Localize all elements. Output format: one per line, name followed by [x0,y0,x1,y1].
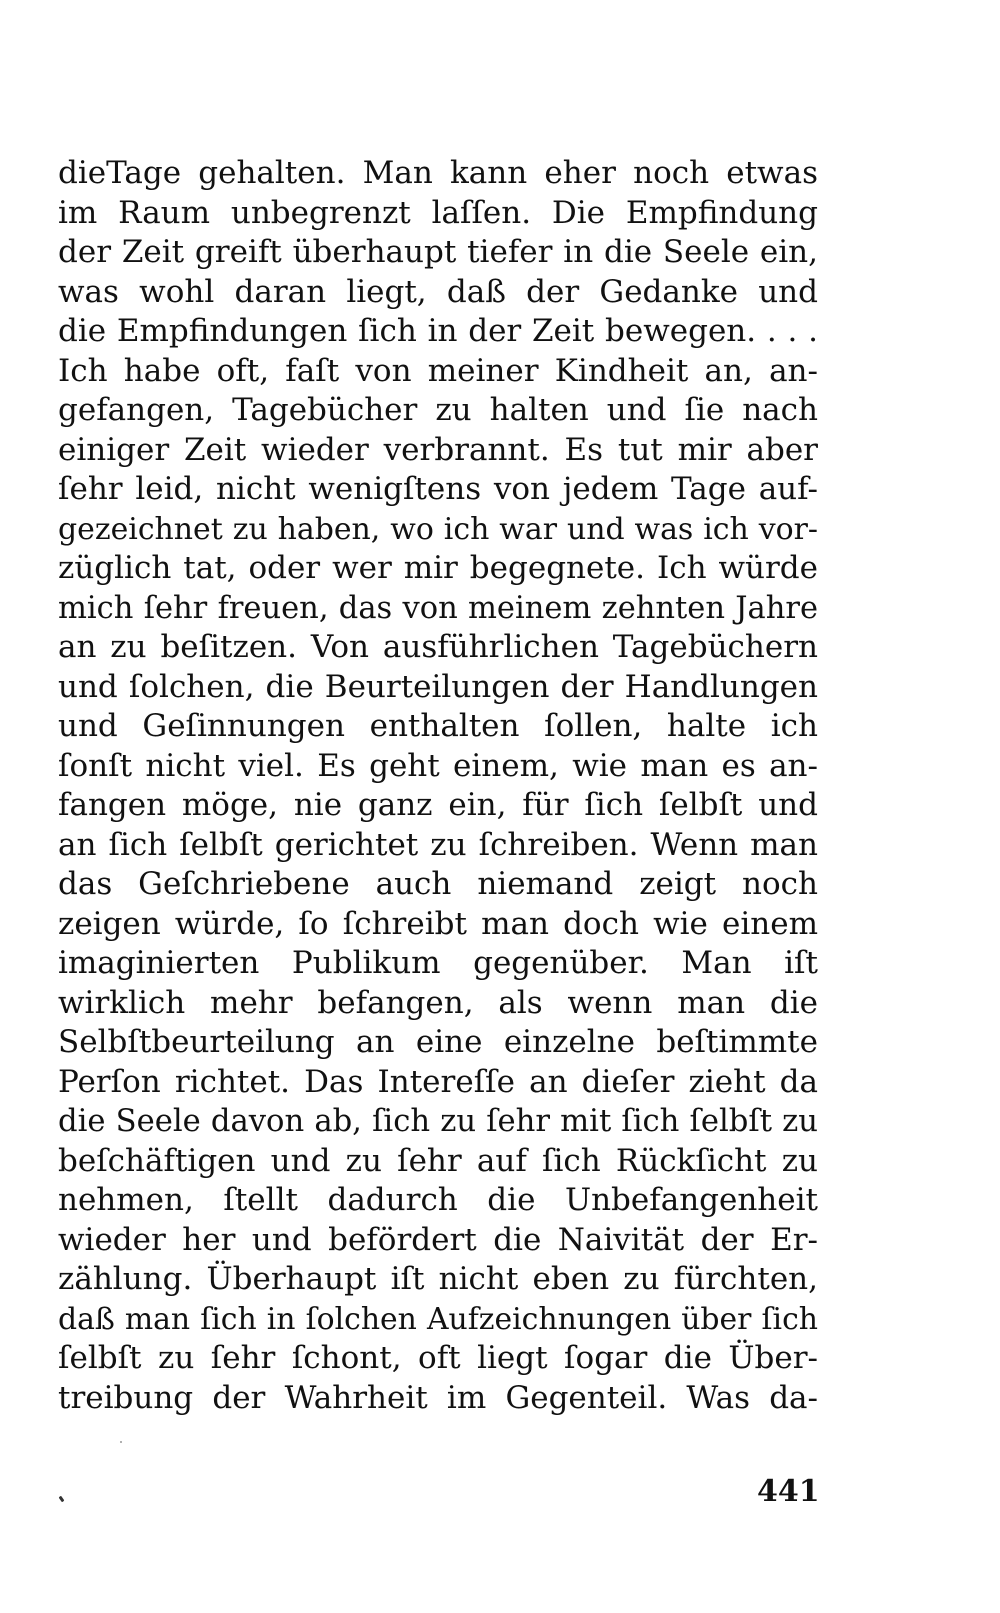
text-line-9: ſehr leid, nicht wenigſtens von jedem Tage auf- [58,471,818,507]
text-line-29: zählung. Überhaupt iſt nicht eben zu fürchten, [58,1261,818,1297]
text-line-4: was wohl daran liegt, daß der Gedanke und [58,273,818,310]
text-line-6: Ich habe oft, faſt von meiner Kindheit an, an- [58,352,818,389]
print-speck-mark [59,1496,65,1503]
text-line-8: einiger Zeit wieder verbrannt. Es tut mir aber [58,431,818,468]
text-line-28: wieder her und befördert die Naivität der Er- [58,1221,818,1258]
text-line-26: beſchäftigen und zu ſehr auf ſich Rückſicht zu [58,1142,818,1179]
text-line-18: an ſich ſelbſt gerichtet zu ſchreiben. Wenn man [58,826,818,863]
text-line-17: fangen möge, nie ganz ein, für ſich ſelbſt und [58,787,818,823]
text-line-12: mich ſehr freuen, das von meinem zehnten Jahre [58,590,818,626]
text-line-14: und ſolchen, die Beurteilungen der Handlungen [58,668,818,705]
text-line-21: imaginierten Publikum gegenüber. Man iſt [58,945,818,981]
text-line-2: im Raum unbegrenzt laſſen. Die Empfindung [58,194,818,231]
text-line-7: gefangen, Tagebücher zu halten und ſie nach [58,392,818,428]
text-line-30: daß man ſich in ſolchen Aufzeichnungen über ſich [58,1301,818,1337]
text-line-5: die Empfindungen ſich in der Zeit bewegen. . . . [58,313,818,349]
text-line-1: dieTage gehalten. Man kann eher noch etwas [58,155,818,191]
text-line-32: treibung der Wahrheit im Gegenteil. Was da- [58,1379,818,1416]
text-line-19: das Geſchriebene auch niemand zeigt noch [58,866,818,902]
text-line-11: züglich tat, oder wer mir begegnete. Ich würde [58,550,818,586]
text-line-27: nehmen, ſtellt dadurch die Unbefangenheit [58,1182,818,1218]
print-dot-mark [120,1441,122,1443]
text-line-22: wirklich mehr befangen, als wenn man die [58,984,818,1021]
text-line-25: die Seele davon ab, ſich zu ſehr mit ſich ſelbſt zu [58,1104,818,1139]
text-line-31: ſelbſt zu ſehr ſchont, oft liegt ſogar die Über- [58,1340,818,1376]
body-text [58,154,818,1418]
text-line-16: ſonſt nicht viel. Es geht einem, wie man es an- [58,747,818,784]
text-line-3: der Zeit greift überhaupt tiefer in die Seele ein, [58,234,818,270]
text-line-20: zeigen würde, ſo ſchreibt man doch wie einem [58,905,818,942]
text-line-23: Selbſtbeurteilung an eine einzelne beſtimmte [58,1024,818,1060]
text-line-13: an zu beſitzen. Von ausführlichen Tagebüchern [58,629,818,665]
text-line-15: und Geſinnungen enthalten ſollen, halte ich [58,708,818,744]
text-line-10: gezeichnet zu haben, wo ich war und was ich vor- [58,511,818,547]
text-line-24: Perſon richtet. Das Intereſſe an dieſer zieht da [58,1063,818,1100]
page-number: 441 [757,1474,820,1509]
